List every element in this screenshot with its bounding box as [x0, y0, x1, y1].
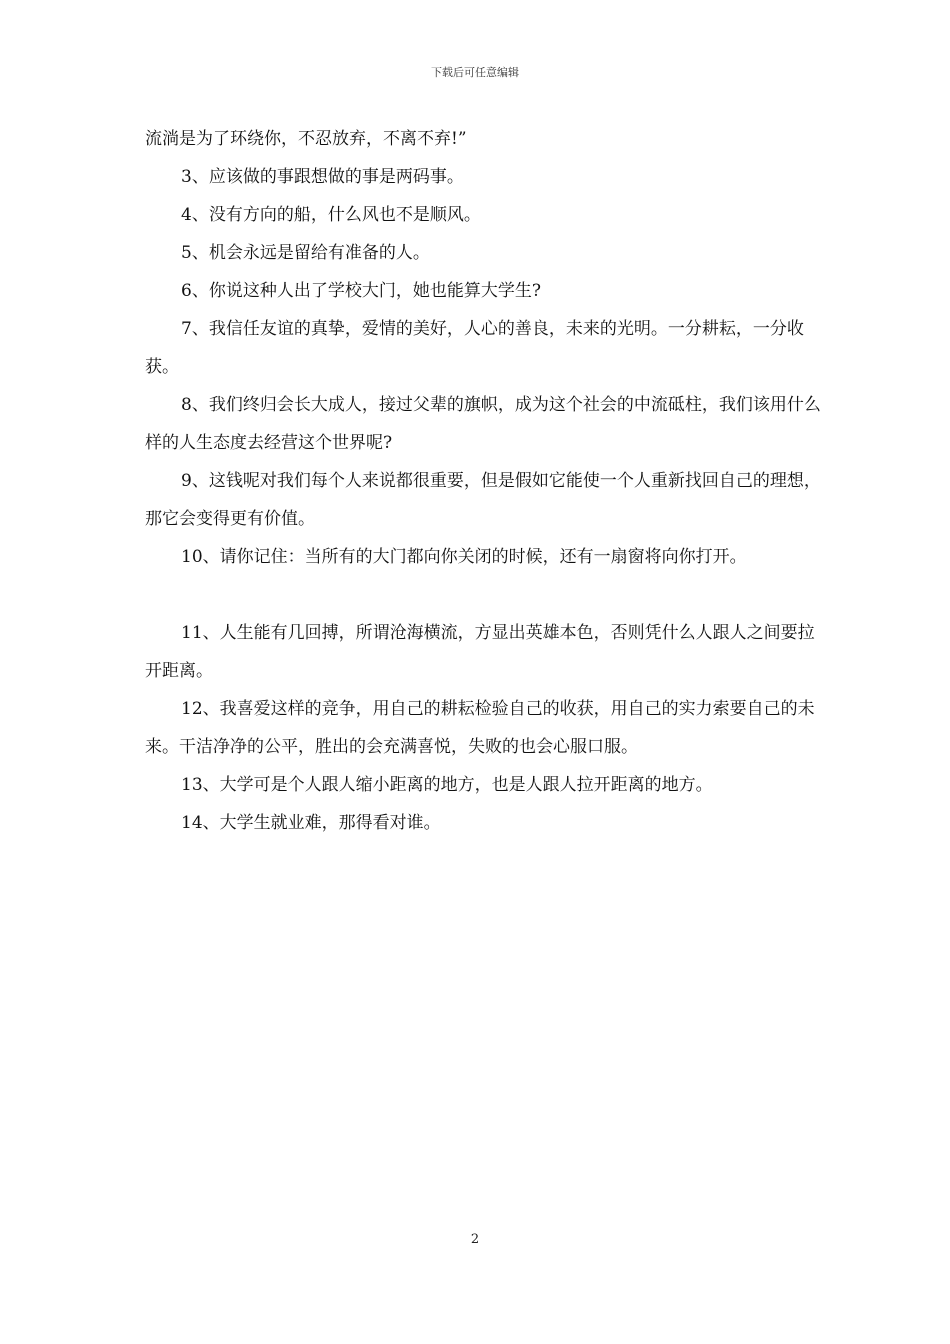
document-body: [145, 120, 825, 842]
paragraph-item-5: 5、机会永远是留给有准备的人。: [181, 243, 430, 263]
paragraph-item-14: 14、大学生就业难，那得看对谁。: [181, 813, 441, 833]
page-header: 下载后可任意编辑: [431, 66, 519, 79]
paragraph-item-11: 11、人生能有几回搏，所谓沧海横流，方显出英雄本色，否则凭什么人跟人之间要拉开距离。: [145, 623, 815, 681]
paragraph-item-13: 13、大学可是个人跟人缩小距离的地方，也是人跟人拉开距离的地方。: [181, 775, 713, 795]
paragraph-item-4: 4、没有方向的船，什么风也不是顺风。: [181, 205, 481, 225]
paragraph-item-8: 8、我们终归会长大成人，接过父辈的旗帜，成为这个社会的中流砥柱，我们该用什么样的人生态度去经营这个世界呢?: [145, 395, 821, 453]
paragraph-item-9: 9、这钱呢对我们每个人来说都很重要，但是假如它能使一个人重新找回自己的理想，那它会变得更有价值。: [145, 471, 821, 529]
paragraph-continuation: 流淌是为了环绕你，不忍放弃，不离不弃!”: [145, 129, 467, 149]
page-number: 2: [470, 1232, 480, 1247]
paragraph-item-10: 10、请你记住：当所有的大门都向你关闭的时候，还有一扇窗将向你打开。: [181, 547, 747, 567]
paragraph-item-3: 3、应该做的事跟想做的事是两码事。: [181, 167, 464, 187]
paragraph-item-7: 7、我信任友谊的真挚，爱情的美好，人心的善良，未来的光明。一分耕耘，一分收获。: [145, 319, 804, 377]
paragraph-item-12: 12、我喜爱这样的竞争，用自己的耕耘检验自己的收获，用自己的实力索要自己的未来。干洁净净的公平，胜出的会充满喜悦，失败的也会心服口服。: [145, 699, 815, 757]
paragraph-item-6: 6、你说这种人出了学校大门，她也能算大学生?: [181, 281, 541, 301]
